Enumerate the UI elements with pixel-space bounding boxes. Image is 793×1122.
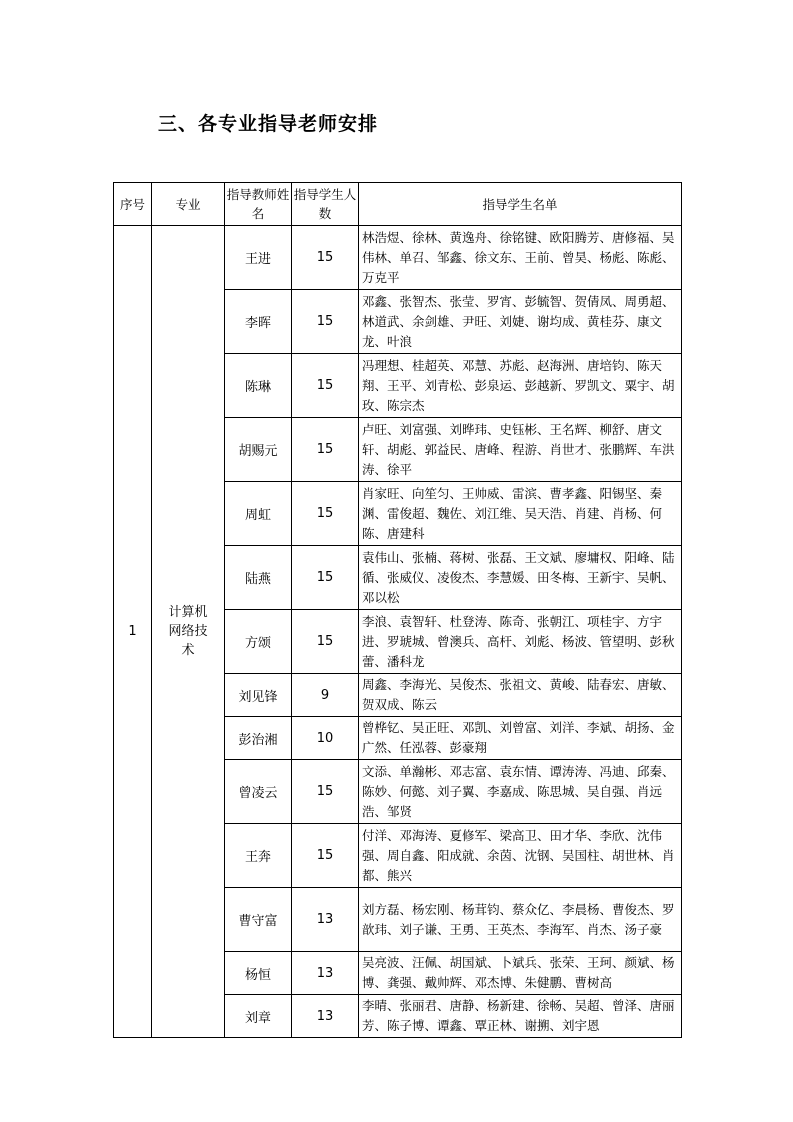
names-cell: 林浩煜、徐林、黄逸舟、徐铭键、欧阳腾芳、唐修福、吴伟林、单召、邹鑫、徐文东、王前、曾昊、杨彪、陈彪、万克平 (359, 226, 682, 290)
header-major: 专业 (152, 183, 225, 226)
teacher-cell: 刘见锋 (225, 674, 292, 717)
names-cell: 肖家旺、向笙匀、王帅威、雷滨、曹孝鑫、阳锡坚、秦渊、雷俊超、魏佐、刘江维、吴天浩、肖建、肖杨、何陈、唐建科 (359, 482, 682, 546)
teacher-cell: 王进 (225, 226, 292, 290)
names-cell: 袁伟山、张楠、蒋树、张磊、王文斌、廖墉权、阳峰、陆循、张威仪、凌俊杰、李慧媛、田冬梅、王新宇、吴帆、邓以松 (359, 546, 682, 610)
count-cell: 13 (292, 952, 359, 995)
names-cell: 李浪、袁智轩、杜登涛、陈奇、张朝江、项桂宇、方宇进、罗琥城、曾澳兵、高杆、刘彪、杨波、管望明、彭秋蕾、潘科龙 (359, 610, 682, 674)
teacher-cell: 李晖 (225, 290, 292, 354)
count-cell: 15 (292, 354, 359, 418)
teacher-cell: 陆燕 (225, 546, 292, 610)
teacher-cell: 王奔 (225, 824, 292, 888)
header-teacher: 指导教师姓名 (225, 183, 292, 226)
count-cell: 15 (292, 290, 359, 354)
names-cell: 文添、单瀚彬、邓志富、袁东情、谭涛涛、冯迪、邱秦、陈妙、何懿、刘子翼、李嘉成、陈思城、吴自强、肖远浩、邹贤 (359, 760, 682, 824)
major-text: 计算机网络技术 (168, 605, 208, 658)
count-cell: 15 (292, 226, 359, 290)
header-seq: 序号 (114, 183, 152, 226)
count-cell: 13 (292, 995, 359, 1038)
names-cell: 吴亮波、汪佩、胡国斌、卜斌兵、张荣、王珂、颜斌、杨博、龚强、戴帅辉、邓杰博、朱健鹏、曹树高 (359, 952, 682, 995)
count-cell: 15 (292, 482, 359, 546)
count-cell: 15 (292, 546, 359, 610)
table-header-row (114, 183, 682, 226)
header-names: 指导学生名单 (359, 183, 682, 226)
count-cell: 13 (292, 888, 359, 952)
count-cell: 15 (292, 760, 359, 824)
teacher-cell: 周虹 (225, 482, 292, 546)
section-title: 三、各专业指导老师安排 (158, 113, 379, 135)
names-cell: 李晴、张丽君、唐静、杨新建、徐畅、吴超、曾泽、唐丽芳、陈子博、谭鑫、覃正林、谢搠、刘宇恩 (359, 995, 682, 1038)
teacher-cell: 曾凌云 (225, 760, 292, 824)
teacher-cell: 刘章 (225, 995, 292, 1038)
seq-cell: 1 (114, 226, 152, 1038)
major-cell (152, 226, 225, 1038)
table-row (114, 226, 682, 290)
names-cell: 曾桦钇、吴正旺、邓凯、刘曾富、刘洋、李斌、胡扬、金广然、任泓蓉、彭豪翔 (359, 717, 682, 760)
names-cell: 邓鑫、张智杰、张莹、罗宵、彭毓智、贺倩凤、周勇超、林道武、余剑雄、尹旺、刘婕、谢均成、黄桂芬、康文龙、叶浪 (359, 290, 682, 354)
teacher-cell: 曹守富 (225, 888, 292, 952)
count-cell: 10 (292, 717, 359, 760)
teacher-cell: 陈琳 (225, 354, 292, 418)
teacher-cell: 胡赐元 (225, 418, 292, 482)
teacher-cell: 方颂 (225, 610, 292, 674)
count-cell: 9 (292, 674, 359, 717)
teacher-cell: 杨恒 (225, 952, 292, 995)
count-cell: 15 (292, 418, 359, 482)
names-cell: 卢旺、刘富强、刘晔玮、史钰彬、王名辉、柳舒、唐文轩、胡彪、郭益民、唐峰、程游、肖世才、张鹏辉、车洪涛、徐平 (359, 418, 682, 482)
teacher-cell: 彭治湘 (225, 717, 292, 760)
count-cell: 15 (292, 610, 359, 674)
count-cell: 15 (292, 824, 359, 888)
names-cell: 周鑫、李海光、吴俊杰、张祖文、黄峻、陆春宏、唐敏、贺双成、陈云 (359, 674, 682, 717)
advisor-table (113, 182, 682, 1038)
header-count: 指导学生人数 (292, 183, 359, 226)
names-cell: 付洋、邓海涛、夏修军、梁高卫、田才华、李欣、沈伟强、周自鑫、阳成就、余茵、沈钢、吴国柱、胡世林、肖都、熊兴 (359, 824, 682, 888)
names-cell: 刘方磊、杨宏刚、杨茸钧、蔡众亿、李晨杨、曹俊杰、罗歆玮、刘子谦、王勇、王英杰、李海军、肖杰、汤子豪 (359, 888, 682, 952)
names-cell: 冯理想、桂超英、邓慧、苏彪、赵海洲、唐培钧、陈天翔、王平、刘青松、彭泉运、彭越新、罗凯文、粟宇、胡玫、陈宗杰 (359, 354, 682, 418)
